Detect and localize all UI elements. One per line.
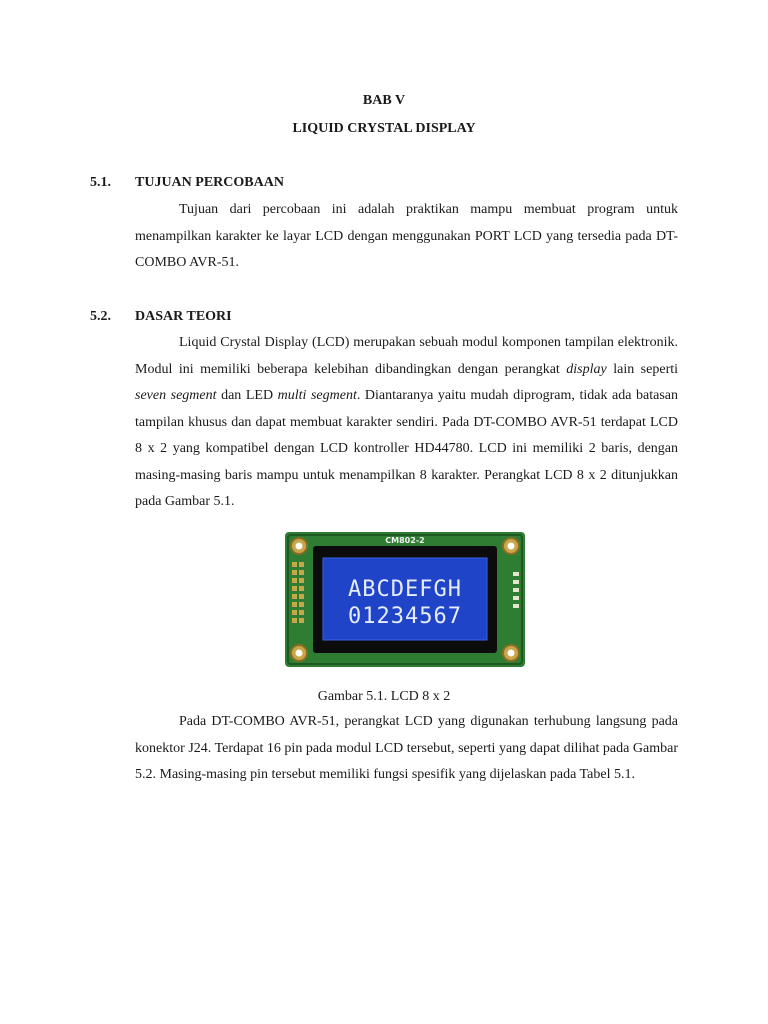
chapter-title: LIQUID CRYSTAL DISPLAY [292, 121, 476, 136]
mount-hole-br-center [508, 650, 515, 657]
section-2-paragraph-1 [135, 330, 678, 516]
lcd-line-1: ABCDEFGH [348, 577, 462, 602]
section-1-body: Tujuan dari percobaan ini adalah praktikan mampu membuat program untuk menampilkan karakter ke layar LCD dengan menggunakan PORT LCD yang tersedia pada DT-COMBO AVR-51. [135, 202, 678, 270]
paragraph-1-text [135, 330, 678, 516]
section-2-paragraph-2 [135, 709, 678, 789]
text-run: Liquid Crystal Display (LCD) merupakan sebuah modul komponen tampilan elektronik. Modul ini memiliki beberapa kelebihan dibandingkan dengan perangkat [135, 335, 678, 377]
section-2-number: 5.2. [90, 309, 111, 324]
section-1-paragraph [135, 197, 678, 277]
lcd-module-illustration [285, 532, 525, 667]
figure-caption: Gambar 5.1. LCD 8 x 2 [317, 689, 451, 704]
mount-hole-tr-center [508, 543, 515, 550]
text-run: dan LED [216, 388, 278, 403]
italic-term-multi-segment: multi segment [277, 388, 357, 403]
section-1-number: 5.1. [90, 175, 111, 190]
paragraph-2-text: Pada DT-COMBO AVR-51, perangkat LCD yang digunakan terhubung langsung pada konektor J24. Terdapat 16 pin pada modul LCD tersebut, seperti yang dapat dilihat pada Gambar 5.2. Masing-masing pin tersebut memiliki fungsi spesifik yang dijelaskan pada Tabel 5.1. [135, 714, 678, 782]
chapter-number: BAB V [362, 93, 406, 108]
italic-term-display: display [566, 361, 607, 377]
text-run: lain seperti [606, 361, 679, 377]
lcd-line-2: 01234567 [348, 604, 462, 629]
section-2-title: DASAR TEORI [135, 309, 232, 324]
mount-hole-tl-center [296, 543, 303, 550]
italic-term-seven-segment: seven segment [135, 388, 217, 403]
mount-hole-bl-center [296, 650, 303, 657]
lcd-figure-image [285, 532, 525, 667]
module-label: CM802-2 [385, 536, 425, 545]
text-run: . Diantaranya yaitu mudah diprogram, tidak ada batasan tampilan khusus dan dapat membuat karakter sendiri. Pada DT-COMBO AVR-51 terdapat LCD 8 x 2 yang kompatibel dengan LCD kontroller HD44780. LCD ini memiliki 2 baris, dengan masing-masing baris mampu untuk menampilkan 8 karakter. Perangkat LCD 8 x 2 ditunjukkan pada Gambar 5.1. [135, 388, 678, 509]
section-1-title: TUJUAN PERCOBAAN [135, 175, 284, 190]
